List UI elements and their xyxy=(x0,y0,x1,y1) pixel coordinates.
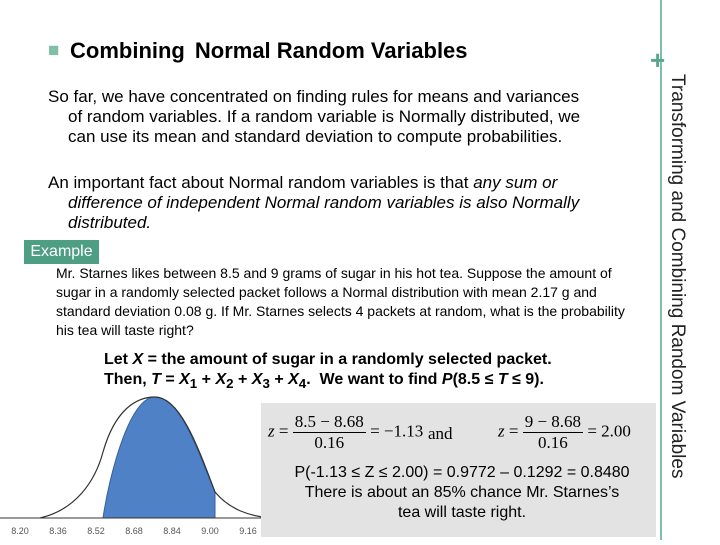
axis-tick-label: 9.00 xyxy=(201,526,219,536)
axis-tick-label: 8.52 xyxy=(87,526,105,536)
answer-line-3: tea will taste right. xyxy=(397,504,527,521)
definition-line-1: Let X = the amount of sugar in a randomly selected packet. xyxy=(104,351,552,368)
example-label: Example xyxy=(24,240,99,264)
fact-start: An important fact about Normal random variables is that xyxy=(48,173,474,192)
plus-icon: + xyxy=(650,45,666,75)
title-bullet-icon: ■ xyxy=(48,40,60,61)
axis-tick-label: 8.84 xyxy=(163,526,181,536)
title-sub: Normal Random Variables xyxy=(194,38,468,63)
example-text: Mr. Starnes likes between 8.5 and 9 grams of sugar in his hot tea. Suppose the amount of sugar in a randomly selected packet follows a Normal distribution with mean 2.17 g and standard deviation 0.08 g. If Mr. Starnes selects 4 packets at random, what is the probability his tea will taste right? xyxy=(56,265,625,338)
fact-paragraph xyxy=(48,173,628,233)
z1-denominator: 0.16 xyxy=(314,433,345,452)
answer-line-1: P(-1.13 ≤ Z ≤ 2.00) = 0.9772 – 0.1292 = 0.8480 xyxy=(294,464,630,481)
fact-italic-1: any sum or xyxy=(473,173,558,192)
fact-italic-2: difference of independent Normal random variables is also Normally xyxy=(68,193,580,212)
normal-curve-svg xyxy=(0,392,272,540)
intro-line-1: So far, we have concentrated on finding rules for means and variances xyxy=(48,87,580,106)
page-title xyxy=(70,38,468,64)
z1-fraction xyxy=(293,412,366,453)
axis-tick-label: 8.20 xyxy=(11,526,29,536)
axis-tick-label: 8.68 xyxy=(125,526,143,536)
title-main: Combining xyxy=(70,38,185,63)
z1-result: = −1.13 xyxy=(370,421,424,441)
z2-numerator: 9 − 8.68 xyxy=(524,412,582,431)
z2-fraction xyxy=(523,412,583,453)
z1-numerator: 8.5 − 8.68 xyxy=(294,412,364,431)
axis-tick-label: 8.36 xyxy=(49,526,67,536)
z2-denominator: 0.16 xyxy=(538,433,568,452)
answer-text xyxy=(268,463,656,523)
definition-line-2: Then, $T = X_1 + X_2 + X_3 + X_4$. We want to find P(8.5 ≤ T ≤ 9). xyxy=(104,371,544,392)
z2-result: = 2.00 xyxy=(587,421,631,441)
intro-paragraph xyxy=(48,87,628,147)
intro-line-3: can use its mean and standard deviation to compute probabilities. xyxy=(68,127,563,146)
axis-tick-label: 9.16 xyxy=(239,526,257,536)
answer-line-2: There is about an 85% chance Mr. Starnes’s xyxy=(304,484,620,501)
fact-italic-3: distributed. xyxy=(68,213,152,232)
definition-text xyxy=(104,350,624,394)
intro-line-2: of random variables. If a random variable is Normally distributed, we xyxy=(68,107,581,126)
formula-and: and xyxy=(428,424,453,443)
side-title: Transforming and Combining Random Variables xyxy=(667,74,688,479)
right-accent-bar xyxy=(660,0,662,540)
normal-curve-graphic xyxy=(0,392,272,540)
z-score-formula: z = $\frac{8.5 - 8.68}{0.16}$ = −1.13 and z = $\frac{9 - 8.68}{0.16}$ = 2.00 xyxy=(268,412,631,452)
